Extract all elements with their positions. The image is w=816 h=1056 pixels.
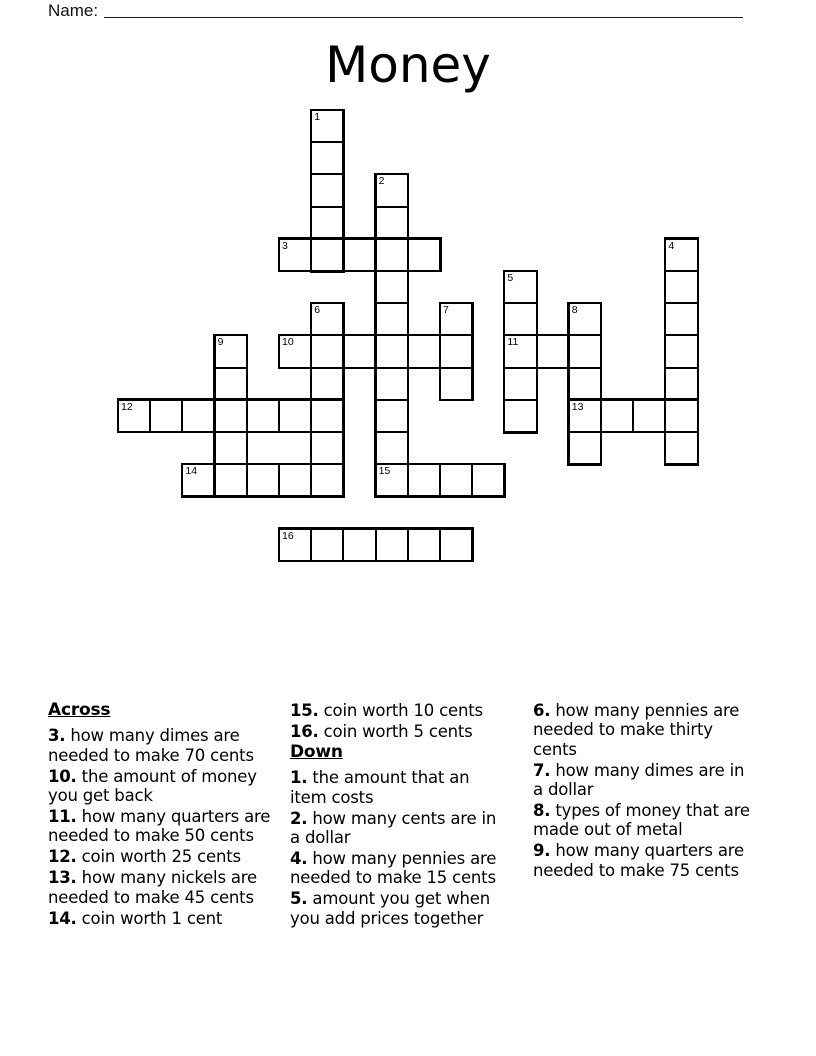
grid-cell[interactable]	[440, 529, 472, 561]
clue-15: 15. coin worth 10 cents	[290, 701, 483, 720]
grid-cell[interactable]	[408, 529, 440, 561]
grid-cell[interactable]	[311, 432, 343, 464]
clue-number: 7.	[533, 760, 551, 780]
grid-cell[interactable]	[408, 239, 440, 271]
grid-cell[interactable]	[569, 303, 601, 335]
grid-cell[interactable]	[376, 529, 408, 561]
grid-cell[interactable]	[665, 335, 697, 367]
grid-cell[interactable]	[311, 335, 343, 367]
cell-number: 12	[121, 400, 133, 413]
grid-cell[interactable]	[311, 110, 343, 142]
grid-cell[interactable]	[440, 303, 472, 335]
cell-number: 5	[507, 272, 514, 284]
cell-number: 3	[282, 239, 288, 252]
grid-cell[interactable]	[150, 400, 182, 432]
grid-cell[interactable]	[182, 400, 214, 432]
grid-cell[interactable]	[376, 432, 408, 464]
grid-cell[interactable]	[311, 207, 343, 239]
clue-13: 13. how many nickels are needed to make 45 cents	[48, 868, 257, 907]
clues-header-across: Across	[48, 700, 111, 720]
grid-cell[interactable]	[504, 400, 536, 432]
grid-cell[interactable]	[665, 303, 697, 335]
clue-4: 4. how many pennies are needed to make 15 cents	[290, 848, 497, 888]
clue-16: 16. coin worth 5 cents	[290, 721, 473, 741]
grid-cell[interactable]	[504, 368, 536, 400]
clue-number: 8.	[533, 801, 551, 821]
grid-cell[interactable]	[343, 529, 375, 561]
clue-14: 14. coin worth 1 cent	[48, 908, 223, 928]
grid-cell[interactable]	[472, 464, 504, 496]
grid-cell[interactable]	[376, 303, 408, 335]
clue-number: 15.	[290, 701, 319, 720]
grid-cell[interactable]	[182, 464, 214, 496]
clue-number: 4.	[290, 848, 308, 868]
grid-cell[interactable]	[279, 464, 311, 496]
grid-cell[interactable]	[215, 400, 247, 432]
grid-cell[interactable]	[247, 400, 279, 432]
clue-number: 6.	[533, 701, 551, 720]
cell-number: 14	[185, 465, 198, 478]
clue-number: 14.	[48, 908, 77, 928]
clue-2: 2. how many cents are in a dollar	[290, 808, 497, 847]
grid-cell[interactable]	[569, 400, 601, 432]
cell-number: 2	[378, 175, 385, 188]
grid-cell[interactable]	[279, 335, 311, 367]
clue-11: 11. how many quarters are needed to make 50 cents	[48, 807, 271, 846]
grid-cell[interactable]	[215, 464, 247, 496]
grid-cell[interactable]	[279, 400, 311, 432]
grid-cell[interactable]	[376, 174, 408, 206]
name-label: Name:	[48, 1, 99, 20]
clue-number: 11.	[48, 807, 77, 827]
clue-number: 16.	[290, 721, 319, 741]
grid-cell[interactable]	[311, 464, 343, 496]
grid-cell[interactable]	[311, 174, 343, 206]
clue-5: 5. amount you get when you add prices together	[290, 889, 490, 928]
grid-cell[interactable]	[376, 239, 408, 271]
grid-cell[interactable]	[376, 464, 408, 496]
clue-number: 12.	[48, 847, 77, 867]
grid-cell[interactable]	[569, 368, 601, 400]
clue-1: 1. the amount that an item costs	[290, 768, 470, 807]
cell-number: 11	[507, 336, 519, 349]
cell-number: 6	[314, 304, 321, 317]
grid-cell[interactable]	[279, 239, 311, 271]
clues-header-down: Down	[290, 741, 343, 762]
grid-cell[interactable]	[311, 239, 343, 271]
grid-cell[interactable]	[440, 368, 472, 400]
grid-cell[interactable]	[665, 432, 697, 464]
cell-number: 15	[378, 465, 391, 478]
cell-number: 16	[282, 529, 294, 542]
clue-7: 7. how many dimes are in a dollar	[533, 760, 745, 800]
grid-cell[interactable]	[343, 335, 375, 367]
grid-cell[interactable]	[440, 335, 472, 367]
grid-cell[interactable]	[569, 432, 601, 464]
cell-number: 1	[314, 111, 321, 123]
grid-cell[interactable]	[633, 400, 665, 432]
clue-number: 3.	[48, 726, 66, 746]
grid-cell[interactable]	[215, 432, 247, 464]
grid-cell[interactable]	[569, 335, 601, 367]
clue-3: 3. how many dimes are needed to make 70 cents	[48, 726, 254, 765]
grid-cell[interactable]	[665, 239, 697, 271]
clues-column-right	[533, 701, 752, 882]
grid-cell[interactable]	[311, 142, 343, 174]
cell-number: 10	[282, 336, 294, 349]
clue-number: 9.	[533, 841, 551, 861]
clue-8: 8. types of money that are made out of metal	[533, 801, 750, 840]
grid-cell[interactable]	[215, 335, 247, 367]
page-title: Money	[325, 36, 491, 94]
cell-number: 13	[571, 400, 584, 413]
grid-cell[interactable]	[376, 335, 408, 367]
clue-number: 10.	[48, 766, 77, 786]
grid-cell[interactable]	[376, 368, 408, 400]
grid-cell[interactable]	[118, 400, 150, 432]
grid-cell[interactable]	[247, 464, 279, 496]
clue-number: 5.	[290, 889, 308, 909]
grid-cell[interactable]	[311, 529, 343, 561]
clue-number: 13.	[48, 868, 77, 888]
clue-number: 1.	[290, 768, 308, 788]
grid-cell[interactable]	[440, 464, 472, 496]
grid-cell[interactable]	[311, 368, 343, 400]
grid-cell[interactable]	[408, 464, 440, 496]
grid-cell[interactable]	[311, 303, 343, 335]
clue-10: 10. the amount of money you get back	[48, 766, 257, 806]
cell-number: 7	[443, 304, 449, 317]
grid-cell[interactable]	[601, 400, 633, 432]
grid-cell[interactable]	[376, 271, 408, 303]
clues-column-left	[48, 701, 281, 929]
grid-cell[interactable]	[311, 400, 343, 432]
grid-cell[interactable]	[376, 207, 408, 239]
grid-cell[interactable]	[504, 303, 536, 335]
grid-cell[interactable]	[376, 400, 408, 432]
cell-number: 8	[571, 304, 578, 317]
cell-number: 9	[217, 336, 224, 349]
grid-cell[interactable]	[665, 368, 697, 400]
grid-cell[interactable]	[665, 271, 697, 303]
clue-6: 6. how many pennies are needed to make thirty cents	[533, 701, 740, 759]
grid-cell[interactable]	[504, 335, 536, 367]
grid-cell[interactable]	[504, 271, 536, 303]
grid-cell[interactable]	[215, 368, 247, 400]
grid-cell[interactable]	[279, 529, 311, 561]
grid-cell[interactable]	[665, 400, 697, 432]
grid-cell[interactable]	[537, 335, 569, 367]
grid-cell[interactable]	[343, 239, 375, 271]
clues-column-middle	[290, 701, 509, 929]
grid-cell[interactable]	[408, 335, 440, 367]
cell-number: 4	[668, 239, 675, 252]
clue-12: 12. coin worth 25 cents	[48, 847, 241, 867]
clue-9: 9. how many quarters are needed to make 75 cents	[533, 841, 744, 880]
clue-number: 2.	[290, 808, 308, 828]
